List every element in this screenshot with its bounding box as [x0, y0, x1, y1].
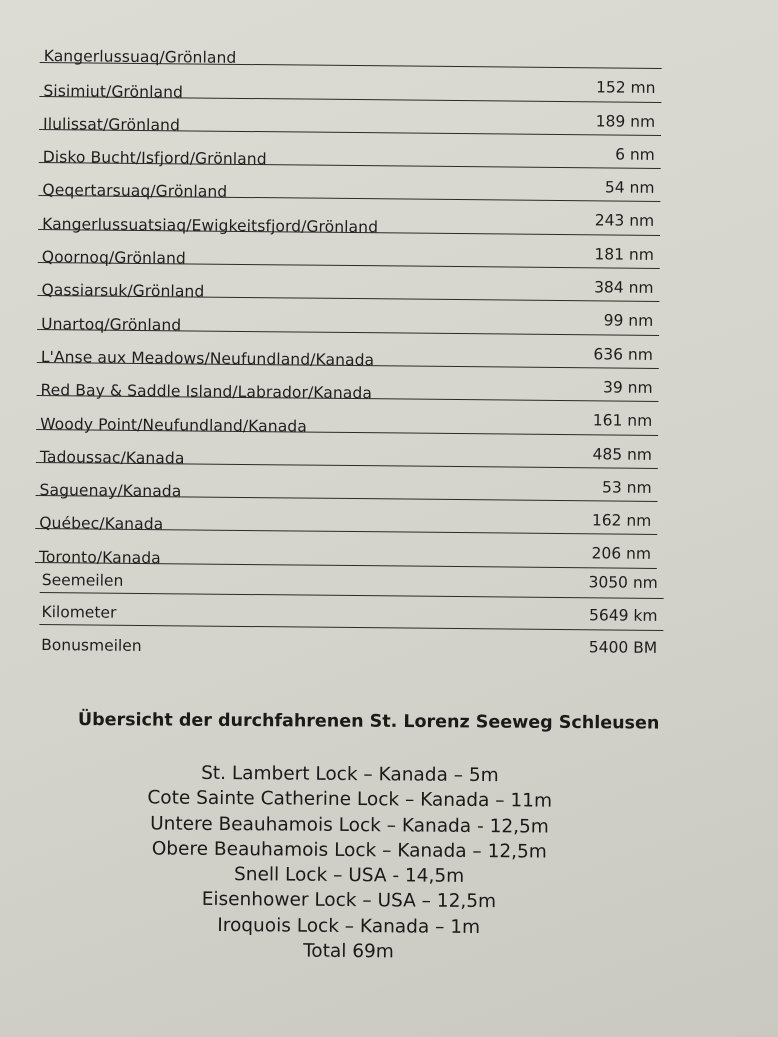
route-place: Toronto/Kanada [38, 547, 161, 567]
totals-table [39, 560, 664, 662]
lock-item: St. Lambert Lock – Kanada – 5m [201, 762, 499, 787]
lock-item: Untere Beauhamois Lock – Kanada - 12,5m [150, 813, 549, 838]
route-place: Woody Point/Neufundland/Kanada [40, 414, 307, 436]
route-distance: 162 nm [591, 511, 652, 531]
route-distance: 206 nm [591, 544, 652, 564]
total-value: 5649 km [588, 605, 658, 625]
route-place: Sisimiut/Grönland [43, 81, 184, 101]
route-distance: 181 nm [594, 245, 654, 264]
total-label: Bonusmeilen [41, 635, 142, 655]
lock-total: Total 69m [303, 940, 394, 963]
route-place: Qoornoq/Grönland [41, 248, 186, 268]
total-label: Seemeilen [41, 570, 124, 590]
route-place: Ilulissat/Grönland [43, 114, 181, 135]
route-distance: 243 nm [594, 211, 655, 231]
route-place: Kangerlussuatsiaq/Ewigkeitsfjord/Grönland [42, 214, 379, 237]
route-distance: 53 nm [601, 478, 652, 497]
total-row [39, 625, 663, 662]
lock-item: Eisenhower Lock – USA – 12,5m [201, 889, 497, 913]
total-value: 3050 nm [588, 573, 658, 592]
route-place: Disko Bucht/Isfjord/Grönland [42, 148, 267, 169]
route-distance: 485 nm [592, 444, 653, 464]
route-place: L'Anse aux Meadows/Neufundland/Kanada [40, 347, 375, 370]
route-distance: 6 nm [615, 145, 655, 164]
total-value: 5400 BM [588, 638, 658, 657]
route-place: Tadoussac/Kanada [39, 447, 185, 468]
route-place: Red Bay & Saddle Island/Labrador/Kanada [40, 381, 373, 403]
route-distance: 161 nm [592, 411, 653, 431]
route-place: Unartoq/Grönland [41, 314, 182, 335]
route-distance: 189 nm [595, 111, 656, 131]
route-distance: 152 mn [595, 78, 656, 98]
route-distance: 39 nm [602, 378, 653, 397]
lock-item: Obere Beauhamois Lock – Kanada – 12,5m [151, 838, 547, 863]
lock-item: Cote Sainte Catherine Lock – Kanada – 11m [147, 787, 553, 812]
locks-list [98, 760, 600, 966]
lock-item: Iroquois Lock – Kanada – 1m [217, 914, 481, 938]
lock-item: Snell Lock – USA - 14,5m [233, 864, 465, 888]
route-distance: 54 nm [604, 178, 655, 198]
route-distance: 636 nm [593, 345, 653, 364]
route-distance: 384 nm [594, 278, 654, 297]
route-place: Québec/Kanada [39, 514, 164, 534]
route-place: Qassiarsuk/Grönland [41, 281, 205, 301]
route-place: Saguenay/Kanada [39, 481, 182, 501]
route-distance: 99 nm [603, 311, 654, 331]
locks-heading: Übersicht der durchfahrenen St. Lorenz Seeweg Schleusen [77, 710, 660, 734]
route-place: Qeqertarsuaq/Grönland [42, 181, 228, 202]
route-place: Kangerlussuaq/Grönland [43, 47, 237, 68]
total-label: Kilometer [41, 603, 117, 622]
route-table [35, 30, 662, 569]
